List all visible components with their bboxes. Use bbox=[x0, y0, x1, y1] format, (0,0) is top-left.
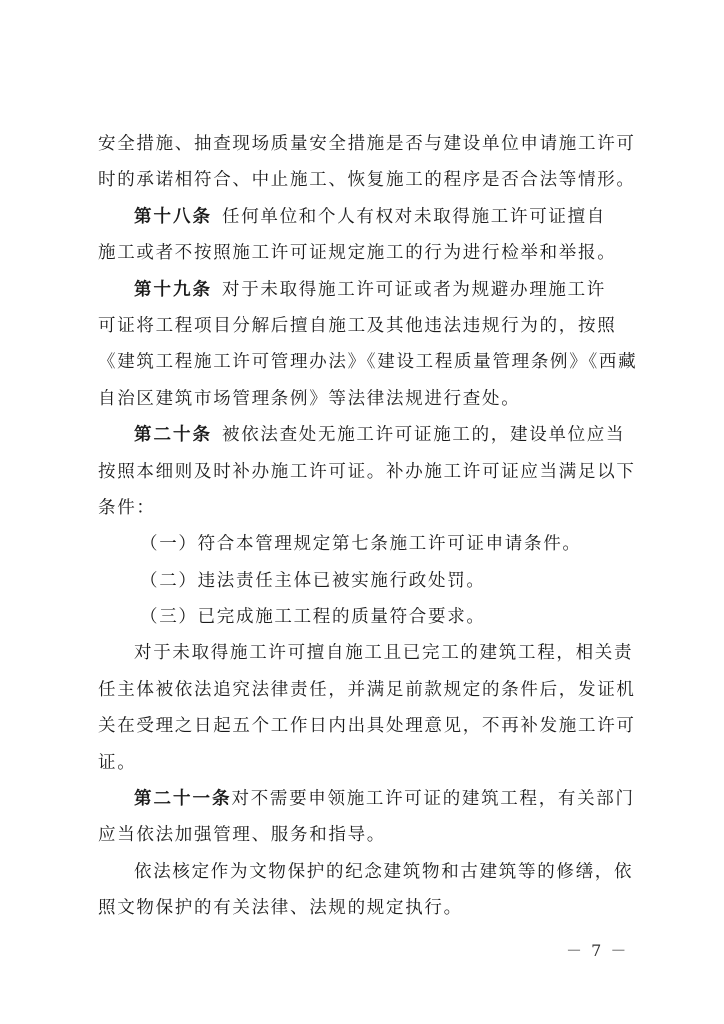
text-line bbox=[98, 708, 638, 744]
line-text: 按照本细则及时补办施工许可证。补办施工许可证应当满足以下 bbox=[98, 461, 636, 482]
line-text: 施工或者不按照施工许可证规定施工的行为进行检举和举报。 bbox=[98, 243, 617, 264]
text-line bbox=[98, 854, 638, 890]
text-line bbox=[98, 672, 638, 708]
line-text: 照文物保护的有关法律、法规的规定执行。 bbox=[98, 898, 463, 919]
article-18-first-line bbox=[98, 199, 638, 235]
line-text: 可证将工程项目分解后擅自施工及其他违法违规行为的，按照 bbox=[98, 315, 617, 336]
text-line bbox=[98, 162, 638, 198]
text-line bbox=[98, 817, 638, 853]
text-line bbox=[98, 454, 638, 490]
text-line bbox=[98, 126, 638, 162]
text-line bbox=[98, 344, 638, 380]
line-text: 证。 bbox=[98, 752, 137, 773]
line-text: 关在受理之日起五个工作日内出具处理意见，不再补发施工许可 bbox=[98, 716, 636, 737]
line-text: 时的承诺相符合、中止施工、恢复施工的程序是否合法等情形。 bbox=[98, 170, 636, 191]
line-text: 对于未取得施工许可擅自施工且已完工的建筑工程，相关责 bbox=[134, 643, 634, 664]
line-text: 对不需要申领施工许可证的建筑工程，有关部门 bbox=[231, 789, 635, 810]
text-line bbox=[98, 308, 638, 344]
line-text: 应当依法加强管理、服务和指导。 bbox=[98, 825, 386, 846]
article-heading: 第十八条 bbox=[134, 206, 212, 227]
list-item bbox=[98, 599, 638, 635]
article-19-first-line bbox=[98, 272, 638, 308]
line-text: 被依法查处无施工许可证施工的，建设单位应当 bbox=[222, 425, 626, 446]
line-text: 任主体被依法追究法律责任，并满足前款规定的条件后，发证机 bbox=[98, 679, 636, 700]
document-body bbox=[98, 126, 638, 927]
text-line bbox=[98, 381, 638, 417]
text-line bbox=[98, 490, 638, 526]
line-text: 条件： bbox=[98, 497, 156, 518]
text-line bbox=[98, 235, 638, 271]
line-text: （三）已完成施工工程的质量符合要求。 bbox=[140, 607, 486, 628]
line-text: 对于未取得施工许可证或者为规避办理施工许 bbox=[222, 279, 606, 300]
line-text: （一）符合本管理规定第七条施工许可证申请条件。 bbox=[140, 534, 582, 555]
line-text: 自治区建筑市场管理条例》等法律法规进行查处。 bbox=[98, 388, 521, 409]
text-line bbox=[98, 635, 638, 671]
article-heading: 第十九条 bbox=[134, 279, 212, 300]
list-item bbox=[98, 563, 638, 599]
article-heading: 第二十一条 bbox=[134, 789, 232, 810]
list-item bbox=[98, 526, 638, 562]
article-heading: 第二十条 bbox=[134, 425, 212, 446]
page-number: － 7 － bbox=[566, 941, 629, 960]
line-text: 《建筑工程施工许可管理办法》《建设工程质量管理条例》《西藏 bbox=[98, 352, 638, 373]
line-text: 任何单位和个人有权对未取得施工许可证擅自 bbox=[222, 206, 606, 227]
line-text: 依法核定作为文物保护的纪念建筑物和古建筑等的修缮，依 bbox=[134, 861, 634, 882]
line-text: 安全措施、抽查现场质量安全措施是否与建设单位申请施工许可 bbox=[98, 134, 636, 154]
text-line bbox=[98, 890, 638, 926]
article-20-first-line bbox=[98, 417, 638, 453]
text-line bbox=[98, 745, 638, 781]
article-21-first-line bbox=[98, 781, 638, 817]
line-text: （二）违法责任主体已被实施行政处罚。 bbox=[140, 570, 486, 591]
